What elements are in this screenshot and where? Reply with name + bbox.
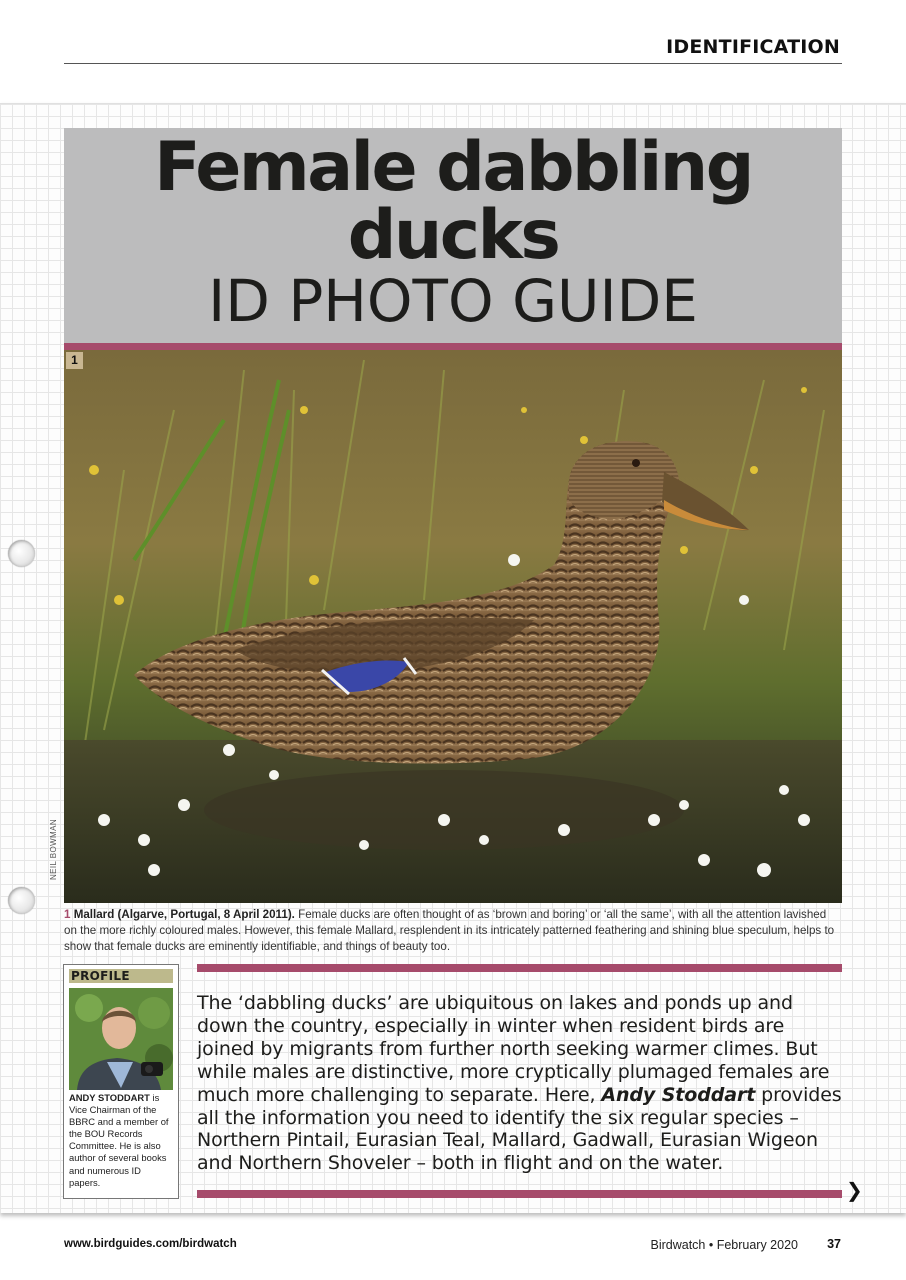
profile-bio: is Vice Chairman of the BBRC and a member of the BOU Records Committee. He is also author of several books and numerous ID papers. bbox=[69, 1092, 169, 1188]
profile-header: PROFILE bbox=[69, 969, 173, 983]
caption-heading: Mallard (Algarve, Portugal, 8 April 2011). bbox=[73, 908, 295, 921]
intro-rule-top bbox=[197, 964, 842, 972]
profile-text bbox=[69, 1092, 173, 1189]
caption-text: Female ducks are often thought of as ‘brown and boring’ or ‘all the same’, with all the attention lavished on the more richly coloured males. However, this female Mallard, resplendent in its intricately patterned feathering and shining blue speculum, helps to show that female ducks are eminently identifiable, and things of beauty too. bbox=[64, 908, 835, 953]
intro-author: Andy Stoddart bbox=[601, 1083, 756, 1106]
title-block bbox=[64, 128, 842, 343]
header-rule bbox=[64, 63, 842, 64]
footer-publication: Birdwatch • February 2020 bbox=[650, 1238, 798, 1252]
title-main bbox=[64, 128, 842, 275]
intro-text-after: provides all the information you need to identify the six regular species – Northern Pintail, Eurasian Teal, Mallard, Gadwall, Eurasian Wigeon and Northern Shoveler – both in flight and on the water. bbox=[197, 1083, 842, 1175]
footer-page-number: 37 bbox=[827, 1237, 841, 1251]
intro-rule-bottom bbox=[197, 1190, 842, 1198]
intro-paragraph bbox=[197, 992, 845, 1175]
photo-number: 1 bbox=[66, 352, 83, 369]
profile-name: ANDY STODDART bbox=[69, 1092, 150, 1103]
punch-hole bbox=[8, 540, 35, 567]
photo-caption bbox=[64, 907, 842, 955]
author-portrait bbox=[69, 988, 173, 1090]
next-page-arrow-icon: ❯ bbox=[846, 1178, 863, 1202]
title-accent-bar bbox=[64, 343, 842, 350]
caption-number: 1 bbox=[64, 908, 71, 921]
mallard-photo bbox=[64, 350, 842, 903]
profile-box bbox=[63, 964, 179, 1199]
title-subtitle: ID PHOTO GUIDE bbox=[208, 267, 698, 335]
footer-url: www.birdguides.com/birdwatch bbox=[64, 1238, 237, 1250]
intro-text-before: The ‘dabbling ducks’ are ubiquitous on lakes and ponds up and down the country, especially in winter when resident birds are joined by migrants from further north seeking warmer climes. But while males are distinctive, more cryptically plumaged females are much more challenging to separate. Here, bbox=[197, 992, 830, 1106]
section-label: IDENTIFICATION bbox=[666, 36, 840, 58]
punch-hole bbox=[8, 887, 35, 914]
photo-credit: NEIL BOWMAN bbox=[49, 819, 58, 880]
title-line-2: ducks bbox=[347, 196, 559, 275]
title-line-1: Female dabbling bbox=[154, 128, 752, 207]
